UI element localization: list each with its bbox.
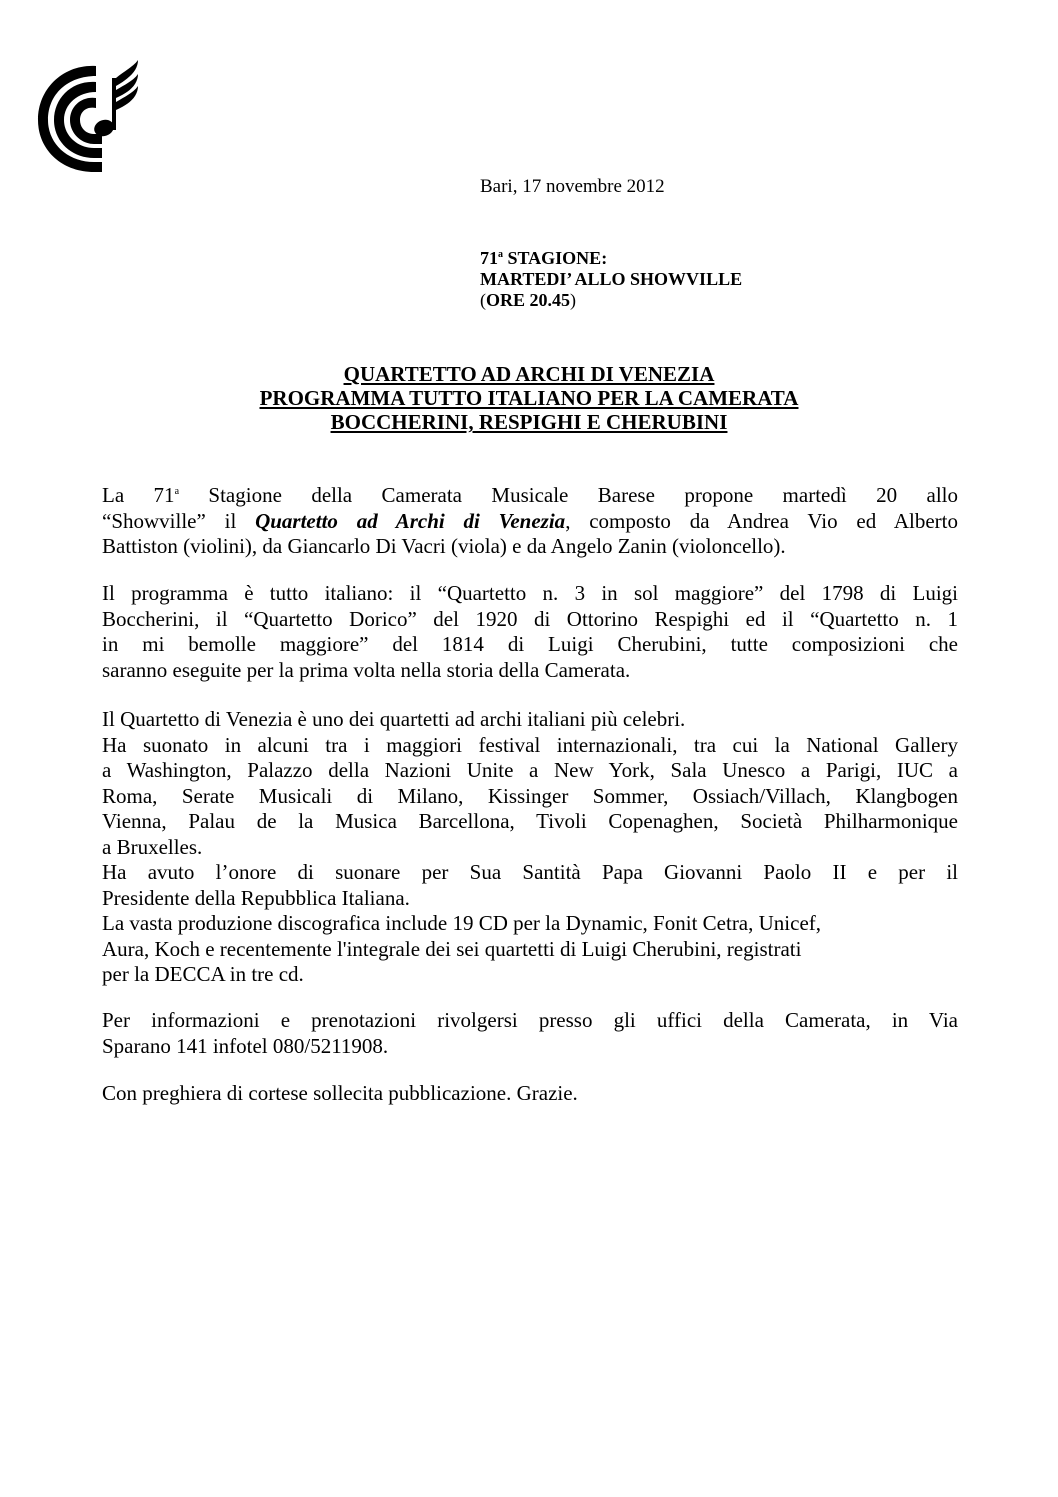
ensemble-name: Quartetto ad Archi di Venezia (255, 508, 566, 533)
para3-line-7: Ha avuto l’onore di suonare per Sua Santità Papa Giovanni Paolo II e per il (102, 860, 958, 884)
headline-line-1: QUARTETTO AD ARCHI DI VENEZIA (343, 362, 715, 386)
headline-line-2: PROGRAMMA TUTTO ITALIANO PER LA CAMERATA (259, 386, 799, 410)
concert-time: ORE 20.45 (486, 290, 571, 310)
para3-line-6: a Bruxelles. (102, 834, 203, 859)
season-line-3 (480, 290, 742, 311)
season-info (480, 248, 742, 311)
para3-line-1: Il Quartetto di Venezia è uno dei quartetti ad archi italiani più celebri. (102, 707, 686, 731)
para2-line-2: Boccherini, il “Quartetto Dorico” del 1920 di Ottorino Respighi ed il “Quartetto n. 1 (102, 606, 958, 631)
paren-close: ) (570, 290, 577, 310)
paragraph-info (102, 1008, 958, 1059)
para3-line-5: Vienna, Palau de la Musica Barcellona, Tivoli Copenaghen, Società Philharmonique (102, 809, 958, 833)
para3-line-9: La vasta produzione discografica include 19 CD per la Dynamic, Fonit Cetra, Unicef, (102, 911, 822, 935)
season-ordinal: a (498, 249, 503, 260)
season-number: 71 (480, 248, 498, 268)
para1-line-2 (102, 509, 958, 535)
para2-line-4: saranno eseguite per la prima volta nella storia della Camerata. (102, 657, 631, 682)
text-span: La 71 (102, 483, 175, 507)
para2-line-3: in mi bemolle maggiore” del 1814 di Luigi Cherubini, tutte composizioni che (102, 632, 958, 656)
para1-line-1 (102, 483, 958, 509)
para3-line-4: Roma, Serate Musicali di Milano, Kissinger Sommer, Ossiach/Villach, Klangbogen (102, 783, 958, 808)
text-span: , composto da Andrea Vio ed Alberto (565, 508, 959, 533)
para3-line-10: Aura, Koch e recentemente l'integrale dei sei quartetti di Luigi Cherubini, registrati (102, 936, 802, 961)
para2-line-1: Il programma è tutto italiano: il “Quartetto n. 3 in sol maggiore” del 1798 di Luigi (102, 581, 958, 605)
season-line-2: MARTEDI’ ALLO SHOWVILLE (480, 269, 743, 289)
paragraph-biography (102, 707, 958, 988)
para1-line-3: Battiston (violini), da Giancarlo Di Vacri (viola) e da Angelo Zanin (violoncello). (102, 534, 786, 558)
paren-open: ( (480, 290, 486, 310)
para3-line-3: a Washington, Palazzo della Nazioni Unite a New York, Sala Unesco a Parigi, IUC a (102, 758, 958, 782)
text-span: “Showville” il (102, 508, 256, 533)
camerata-logo (34, 58, 140, 176)
para3-line-11: per la DECCA in tre cd. (102, 962, 304, 986)
headline (0, 362, 1058, 434)
letter-date: Bari, 17 novembre 2012 (480, 176, 665, 197)
para5-line-1: Con preghiera di cortese sollecita pubblicazione. Grazie. (102, 1081, 578, 1105)
para3-line-8: Presidente della Repubblica Italiana. (102, 885, 410, 910)
paragraph-intro (102, 483, 958, 560)
ordinal-sup: a (174, 486, 180, 497)
para4-line-2: Sparano 141 infotel 080/5211908. (102, 1033, 389, 1058)
season-line-1 (480, 248, 742, 269)
season-label: STAGIONE: (503, 248, 608, 268)
para3-line-2: Ha suonato in alcuni tra i maggiori festival internazionali, tra cui la National Gallery (102, 732, 958, 757)
para4-line-1: Per informazioni e prenotazioni rivolgersi presso gli uffici della Camerata, in Via (102, 1008, 958, 1032)
paragraph-program (102, 581, 958, 683)
paragraph-closing (102, 1081, 958, 1107)
headline-line-3: BOCCHERINI, RESPIGHI E CHERUBINI (330, 410, 728, 434)
text-span: Stagione della Camerata Musicale Barese propone martedì 20 allo (179, 483, 958, 507)
